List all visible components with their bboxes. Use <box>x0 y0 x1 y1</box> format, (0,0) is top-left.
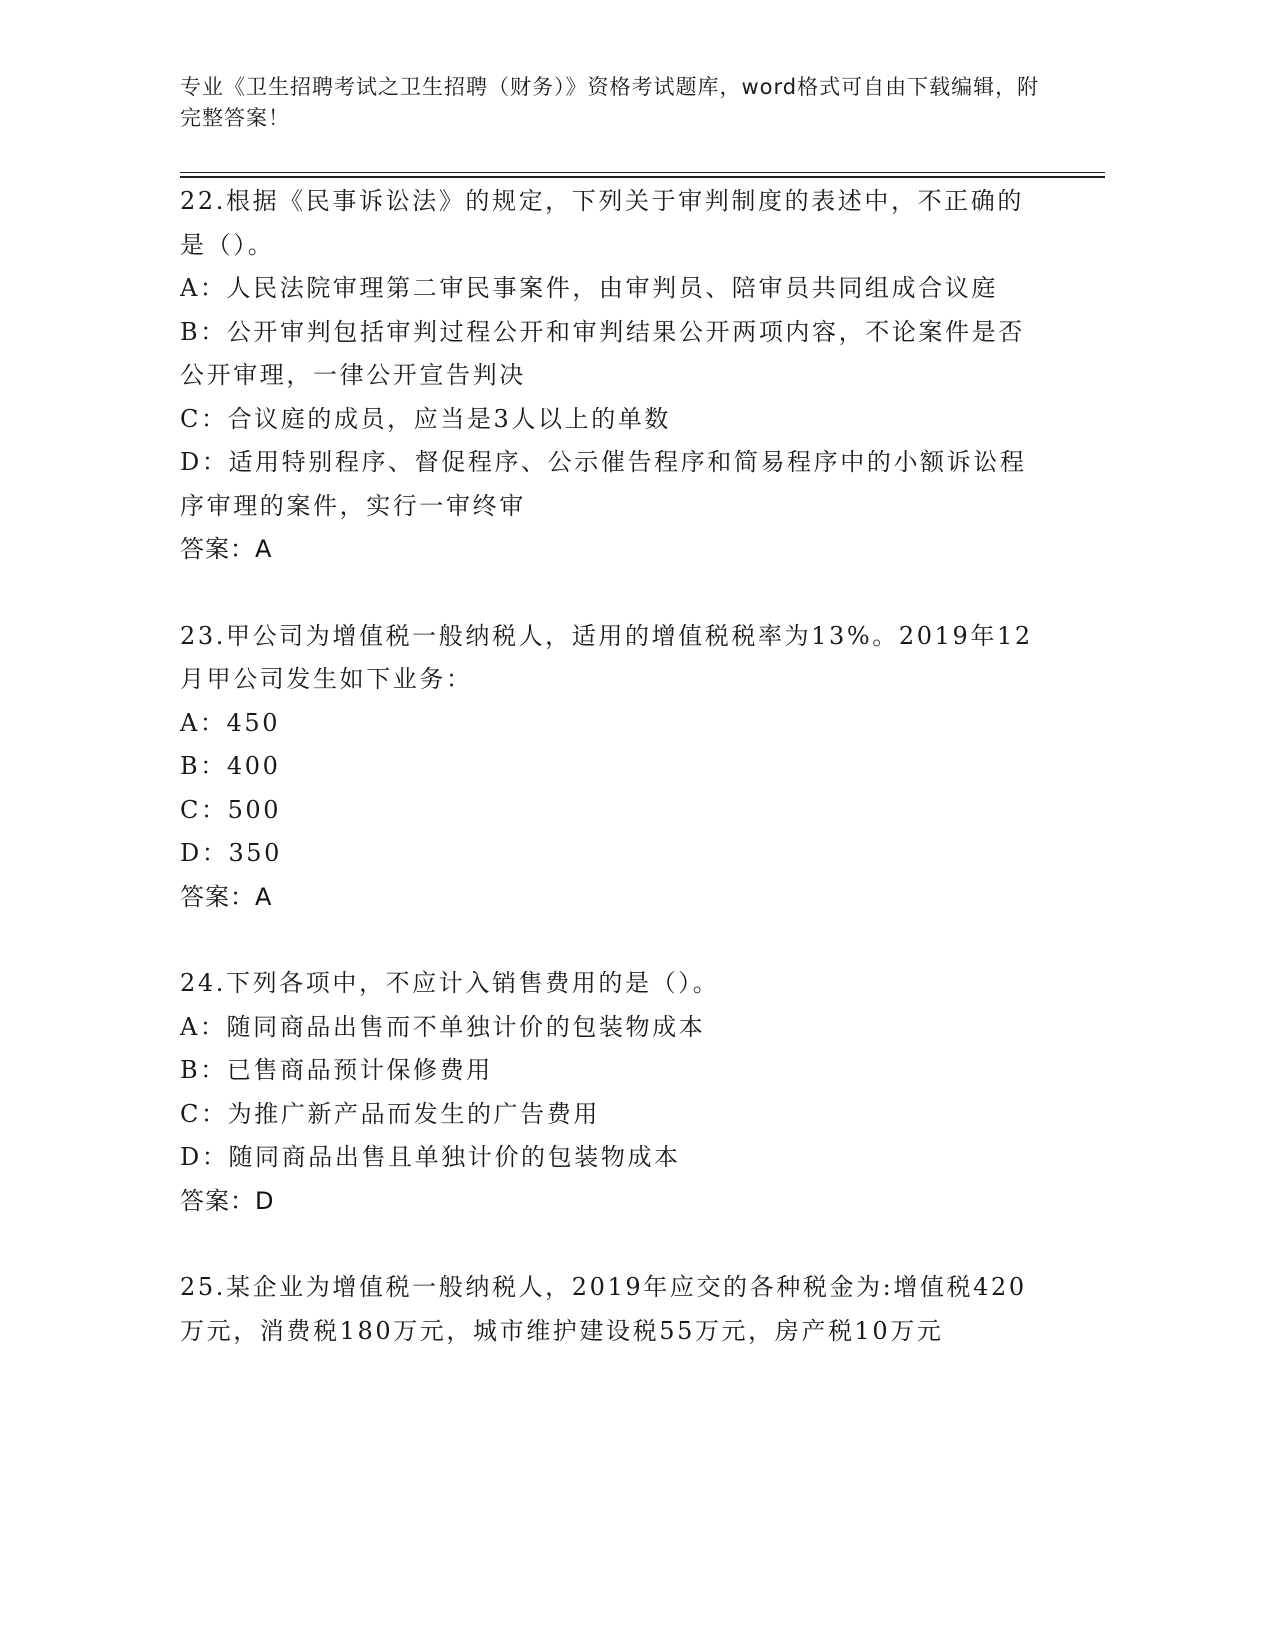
question-25 <box>180 1266 1050 1353</box>
question-stem: 23.甲公司为增值税一般纳税人，适用的增值税税率为13%。2019年12月甲公司发生如下业务： <box>180 621 1033 693</box>
answer-label: 答案：D <box>180 1186 275 1215</box>
option-c: C：合议庭的成员，应当是3人以上的单数 <box>180 404 672 433</box>
option-a: A：450 <box>180 708 281 737</box>
option-a: A：随同商品出售而不单独计价的包装物成本 <box>180 1012 706 1041</box>
header-divider-thick <box>180 176 1105 178</box>
question-23 <box>180 615 1050 920</box>
question-stem: 25.某企业为增值税一般纳税人，2019年应交的各种税金为:增值税420万元，消费税180万元，城市维护建设税55万元，房产税10万元 <box>180 1273 1027 1345</box>
question-22 <box>180 180 1050 572</box>
option-a: A：人民法院审理第二审民事案件，由审判员、陪审员共同组成合议庭 <box>180 274 998 302</box>
option-d: D：随同商品出售且单独计价的包装物成本 <box>180 1143 681 1171</box>
question-stem: 22.根据《民事诉讼法》的规定，下列关于审判制度的表述中，不正确的是（）。 <box>180 187 1024 259</box>
question-stem: 24.下列各项中，不应计入销售费用的是（）。 <box>180 969 720 997</box>
option-b: B：400 <box>180 752 281 780</box>
option-c: C：为推广新产品而发生的广告费用 <box>180 1099 600 1128</box>
header-divider-thin <box>180 172 1105 173</box>
question-24 <box>180 962 1050 1223</box>
question-list <box>180 180 1050 1396</box>
answer-label: 答案：A <box>180 535 273 563</box>
option-d: D：350 <box>180 839 283 867</box>
option-d: D：适用特别程序、督促程序、公示催告程序和简易程序中的小额诉讼程序审理的案件，实行一审终审 <box>180 448 1027 520</box>
document-header: 专业《卫生招聘考试之卫生招聘（财务）》资格考试题库，word格式可自由下载编辑，附完整答案！ <box>180 75 1040 130</box>
option-b: B：已售商品预计保修费用 <box>180 1056 493 1084</box>
option-c: C：500 <box>180 795 282 824</box>
answer-label: 答案：A <box>180 882 273 911</box>
option-b: B：公开审判包括审判过程公开和审判结果公开两项内容，不论案件是否公开审理，一律公开宣告判决 <box>180 317 1025 389</box>
